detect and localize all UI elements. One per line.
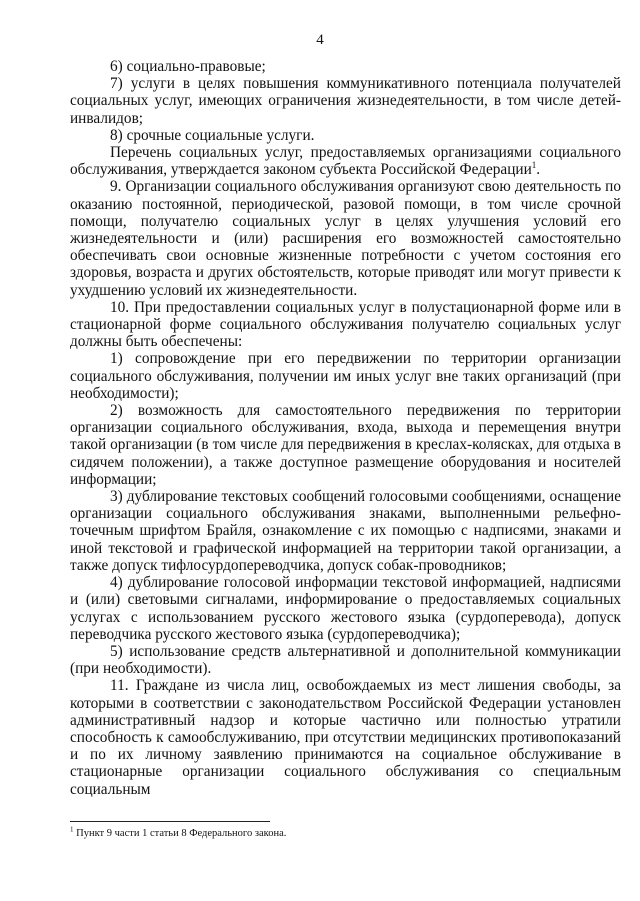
footnote-marker: 1 <box>70 825 74 834</box>
footnote-text: Пункт 9 части 1 статьи 8 Федерального закона. <box>73 828 287 839</box>
paragraph-services-list-text: Перечень социальных услуг, предоставляемых организациями социального обслуживания, утверждается законом субъекта Российской Федерации <box>70 144 621 179</box>
document-body <box>70 58 621 798</box>
paragraph-item-8: 8) срочные социальные услуги. <box>110 126 315 144</box>
paragraph-subitem-1: 1) сопровождение при его передвижении по территории организации социального обслуживания, получении им иных услуг вне таких организаций (при необходимости); <box>70 350 621 402</box>
paragraph-subitem-4: 4) дублирование голосовой информации текстовой информацией, надписями и (или) световыми сигналами, информирование о предоставляемых социальных услугах с использованием русского жестового языка (сурдоперевода), допуск переводчика русского жестового языка (сурдопереводчика); <box>70 574 621 643</box>
paragraph-clause-10: 10. При предоставлении социальных услуг в полустационарной форме или в стационарной форме социального обслуживания получателю социальных услуг должны быть обеспечены: <box>70 298 621 351</box>
paragraph-item-6: 6) социально-правовые; <box>110 58 266 75</box>
paragraph-subitem-2: 2) возможность для самостоятельного передвижения по территории организации социального обслуживания, входа, выхода и перемещения внутри такой организации (в том числе для передвижения в креслах-колясках, для отдыха в сидячем положении), а также доступное размещение оборудования и носителей информации; <box>70 402 621 488</box>
footnote-reference-suffix: . <box>536 161 541 179</box>
paragraph-subitem-3: 3) дублирование текстовых сообщений голосовыми сообщениями, оснащение организации социального обслуживания знаками, выполненными рельефно-точечным шрифтом Брайля, ознакомление с их помощью с надписями, знаками и иной текстовой и графической информацией на территории такой организации, а также допуск тифлосурдопереводчика, допуск собак-проводников; <box>70 488 621 574</box>
paragraph-clause-9: 9. Организации социального обслуживания организуют свою деятельность по оказанию постоянной, периодической, разовой помощи, в том числе срочной помощи, получателю социальных услуг в целях улучшения условий его жизнедеятельности и (или) расширения его возможностей самостоятельно обеспечивать свои основные жизненные потребности с учетом состояния его здоровья, возраста и других обстоятельств, которые приводят или могут привести к ухудшению условий их жизнедеятельности. <box>70 178 621 299</box>
page-number: 4 <box>316 32 324 48</box>
footnote <box>70 827 621 840</box>
paragraph-subitem-5: 5) использование средств альтернативной и дополнительной коммуникации (при необходимости). <box>70 642 621 678</box>
paragraph-clause-11: 11. Граждане из числа лиц, освобождаемых из мест лишения свободы, за которыми в соответствии с законодательством Российской Федерации установлен административный надзор и которые частично или полностью утратили способность к самообслуживанию, при отсутствии медицинских противопоказаний и по их личному заявлению принимаются на социальное обслуживание в стационарные организации социального обслуживания со специальным социальным <box>70 677 621 798</box>
footnote-reference: 1 <box>531 160 537 171</box>
footnote-divider <box>70 821 270 822</box>
paragraph-services-list <box>70 144 621 178</box>
paragraph-item-7: 7) услуги в целях повышения коммуникативного потенциала получателей социальных услуг, имеющих ограничения жизнедеятельности, в том числе детей-инвалидов; <box>70 75 621 127</box>
